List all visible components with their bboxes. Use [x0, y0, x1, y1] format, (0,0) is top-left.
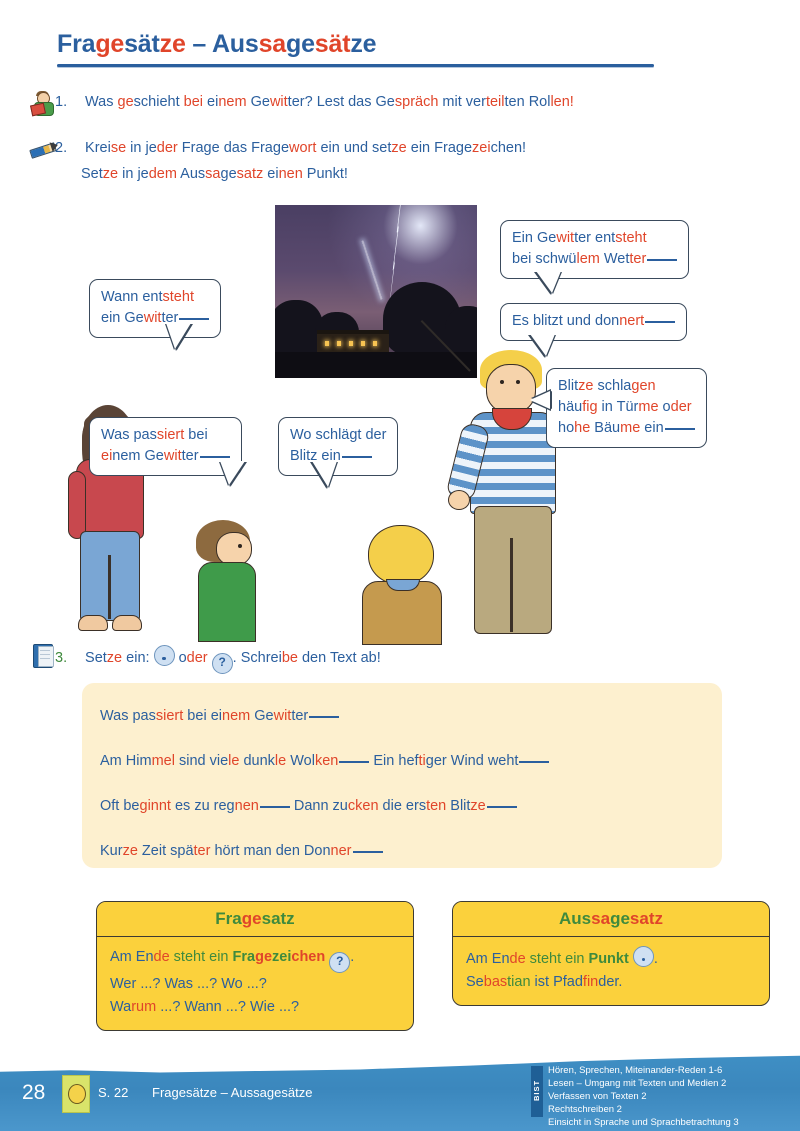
text-syllable: ein und set [316, 140, 392, 156]
text-syllable: me [638, 399, 659, 415]
summary-body-aussagesatz [453, 937, 769, 1005]
text-syllable: die ers [378, 798, 427, 814]
text-syllable: bas [483, 974, 508, 990]
text-syllable: Rol [528, 94, 551, 110]
answer-blank[interactable] [665, 428, 695, 430]
footer-running-title: Fragesätze – Aussagesätze [152, 1085, 313, 1100]
text-syllable: o [174, 650, 187, 666]
text-syllable: Blit [558, 378, 579, 394]
text-syllable: Wo schlägt der [290, 427, 387, 443]
text-syllable: ein Frage [406, 140, 473, 156]
text-syllable: chen [291, 949, 326, 965]
text-syllable: ein [640, 420, 664, 436]
text-syllable: mel [151, 753, 175, 769]
text-syllable: ze [391, 140, 407, 156]
text-syllable: Wa [110, 999, 132, 1015]
text-syllable: in Tür [597, 399, 639, 415]
page-number: 28 [22, 1081, 46, 1104]
text-syllable: ter [629, 251, 647, 267]
text-syllable: steht ein [169, 949, 233, 965]
text-syllable: Ge [250, 708, 274, 724]
speech-bubble-tail [166, 323, 191, 349]
text-syllable: häu [558, 399, 583, 415]
competence-line: Verfassen von Texten 2 [548, 1091, 647, 1102]
summary-body-fragesatz [97, 937, 413, 1030]
text-syllable: Fra [215, 909, 242, 928]
speech-bubble-wann-entsteht [89, 279, 221, 338]
text-syllable: nem [218, 94, 247, 110]
pencil-icon [30, 136, 56, 162]
text-syllable: der [186, 650, 212, 666]
text-syllable: satz [261, 909, 295, 928]
text-syllable: Wol [286, 753, 315, 769]
window-light [361, 341, 365, 346]
text-syllable: spräch [394, 94, 439, 110]
page-title [57, 30, 757, 59]
practice-line [100, 840, 383, 862]
text-syllable: Blitz ein [290, 448, 341, 464]
text-syllable: Fra [57, 30, 96, 58]
text-syllable: Fra [232, 949, 256, 965]
character-boy-blond-back [360, 525, 448, 640]
bubble-line [558, 376, 695, 397]
bubble-line [101, 446, 230, 467]
text-syllable: le [228, 753, 240, 769]
text-syllable: ge [241, 909, 262, 928]
text-syllable: Ge [375, 94, 395, 110]
boy-with-book-icon [30, 90, 56, 116]
text-syllable: schla [593, 378, 632, 394]
bubble-line [558, 418, 695, 439]
lightning-photo [275, 205, 477, 378]
text-syllable: se [110, 140, 127, 156]
text-syllable: je [137, 166, 149, 182]
text-syllable: Wer ...? Was ...? Wo ...? [110, 976, 267, 992]
text-syllable: ze [578, 378, 594, 394]
boy-striped-eye [500, 380, 504, 384]
text-syllable: Es blitzt und don [512, 313, 620, 329]
text-syllable: steht ein [525, 951, 589, 967]
practice-line [100, 705, 339, 727]
text-syllable: ner [330, 843, 352, 859]
practice-line [100, 750, 549, 772]
text-syllable: ei [263, 166, 279, 182]
summary-heading-aussagesatz [453, 902, 769, 937]
illustration-scene [60, 195, 760, 645]
text-syllable: der. [598, 974, 623, 990]
bubble-line [101, 308, 209, 329]
text-syllable: der [670, 399, 692, 415]
answer-blank[interactable] [339, 761, 369, 763]
competence-line: Einsicht in Sprache und Sprachbetrachtung 3 [548, 1117, 739, 1128]
text-syllable: fig [582, 399, 598, 415]
page-footer [0, 1055, 800, 1131]
boy-green-eye [238, 544, 242, 548]
text-syllable: ein Ge [101, 310, 144, 326]
text-syllable: Bäu [590, 420, 621, 436]
text-syllable: Ge [246, 94, 270, 110]
text-syllable: den Text ab! [297, 650, 381, 666]
lightning-bolt-secondary [361, 240, 382, 300]
text-syllable: Was [85, 94, 118, 110]
task-3-number: 3. [55, 650, 68, 666]
text-syllable: sa [258, 30, 286, 58]
text-syllable: ge [220, 166, 237, 182]
text-syllable: ge [117, 94, 134, 110]
text-syllable: ter ent [574, 230, 616, 246]
task-3-text [85, 650, 381, 669]
speech-bubble-was-passiert [89, 417, 242, 476]
text-syllable: Aus [559, 909, 592, 928]
text-syllable: schieht [133, 94, 180, 110]
answer-blank[interactable] [260, 806, 290, 808]
text-syllable: ze [470, 798, 486, 814]
text-syllable: tian [507, 974, 531, 990]
boy-green-face [216, 532, 252, 566]
character-boy-green [190, 520, 268, 640]
boy-striped-leg-split [510, 538, 513, 632]
text-syllable: ei [101, 448, 113, 464]
text-syllable: ken [314, 753, 339, 769]
text-syllable: Oft be [100, 798, 140, 814]
text-syllable: sa [591, 909, 611, 928]
task-3 [55, 645, 755, 674]
text-syllable: de [509, 951, 526, 967]
text-syllable: ze [102, 166, 119, 182]
boy-striped-hand [448, 490, 470, 510]
woman-arm [68, 471, 86, 539]
summary-line [110, 946, 400, 973]
text-syllable: dunk [239, 753, 275, 769]
text-syllable: wit [556, 230, 575, 246]
window-light [373, 341, 377, 346]
boy-striped-face [486, 364, 536, 414]
answer-blank[interactable] [200, 456, 230, 458]
text-syllable: Kur [100, 843, 123, 859]
text-syllable: . Schrei [232, 650, 282, 666]
text-syllable: siert [155, 708, 184, 724]
title-underline [57, 64, 654, 67]
text-syllable: Blit [446, 798, 471, 814]
text-syllable: steht [615, 230, 647, 246]
text-syllable: . [653, 951, 658, 967]
summary-box-aussagesatz [452, 901, 770, 1006]
bubble-line [512, 311, 675, 332]
period-symbol-icon [633, 946, 654, 967]
boy-striped-eye [516, 380, 520, 384]
bubble-line [558, 397, 695, 418]
text-syllable: Am En [110, 949, 154, 965]
answer-blank[interactable] [179, 318, 209, 320]
task-1-number: 1. [55, 94, 68, 110]
text-syllable: bei schwü [512, 251, 577, 267]
woman-shoe [112, 615, 142, 631]
text-syllable: dem [148, 166, 177, 182]
task-2-text-line-1 [85, 140, 526, 156]
text-syllable: Wet [599, 251, 630, 267]
speech-bubble-es-blitzt [500, 303, 687, 341]
competence-line: Hören, Sprechen, Miteinander-Reden 1-6 [548, 1065, 723, 1076]
text-syllable: len! [550, 94, 574, 110]
text-syllable: chen! [490, 140, 527, 156]
text-syllable: ge [255, 949, 273, 965]
text-syllable: in [118, 166, 138, 182]
summary-heading-fragesatz [97, 902, 413, 937]
bubble-line [290, 425, 386, 446]
text-syllable: Am Him [100, 753, 152, 769]
summary-line [110, 973, 400, 996]
text-syllable: das [219, 140, 252, 156]
speech-bubble-wo-schlaegt [278, 417, 398, 476]
text-syllable: Frage [177, 140, 220, 156]
practice-line [100, 795, 517, 817]
exercise-book-icon [30, 642, 56, 668]
competence-line: Lesen – Umgang mit Texten und Medien 2 [548, 1078, 727, 1089]
text-syllable: bei [184, 427, 208, 443]
woman-leg-split [108, 555, 111, 619]
speech-bubble-tail [220, 461, 245, 485]
text-syllable: ter [181, 448, 199, 464]
speech-bubble-blitze-schlagen [546, 368, 707, 448]
bubble-line [101, 287, 209, 308]
boy-striped-trousers [474, 506, 552, 634]
text-syllable: – [185, 30, 212, 58]
text-syllable: Aus [211, 30, 259, 58]
answer-blank[interactable] [309, 716, 339, 718]
summary-line [466, 971, 756, 994]
answer-blank[interactable] [487, 806, 517, 808]
text-syllable: lem [576, 251, 600, 267]
text-syllable: Se [466, 974, 484, 990]
text-syllable: nem Ge [112, 448, 164, 464]
text-syllable: ter [291, 708, 309, 724]
task-1-text [85, 94, 574, 110]
text-syllable: der [156, 140, 178, 156]
text-syllable: bei [179, 94, 208, 110]
text-syllable: sät [314, 30, 351, 58]
speech-bubble-tail [536, 271, 561, 293]
text-syllable: ten [504, 94, 529, 110]
text-syllable: Ein Ge [512, 230, 557, 246]
text-syllable: ge [95, 30, 125, 58]
text-syllable: wit [163, 448, 182, 464]
speech-bubble-tail [530, 334, 555, 356]
text-syllable: ten [426, 798, 447, 814]
text-syllable: sa [205, 166, 221, 182]
text-syllable: Wann ent [101, 289, 163, 305]
text-syllable: wort [289, 140, 317, 156]
text-syllable: ter [193, 843, 211, 859]
bubble-line [101, 425, 230, 446]
text-syllable: Frage [251, 140, 290, 156]
text-syllable: ter [161, 310, 179, 326]
answer-blank[interactable] [645, 321, 675, 323]
text-syllable: Punkt [588, 951, 629, 967]
bubble-line [512, 228, 677, 249]
text-syllable: satz [629, 909, 663, 928]
text-syllable: ist Pfad [530, 974, 583, 990]
text-syllable: ...? Wann ...? Wie ...? [156, 999, 300, 1015]
text-syllable: siert [156, 427, 185, 443]
text-syllable: Punkt! [302, 166, 348, 182]
woman-shoe [78, 615, 108, 631]
text-syllable: satz [236, 166, 264, 182]
text-syllable: ter? [287, 94, 317, 110]
speech-bubble-tail [530, 391, 550, 409]
mascot-badge [62, 1075, 90, 1113]
text-syllable: ge [286, 30, 315, 58]
text-syllable: Lest das [316, 94, 376, 110]
text-syllable: zei [272, 949, 292, 965]
text-syllable: nert [619, 313, 645, 329]
icon-part-book-lines [40, 650, 50, 651]
text-syllable: ti [418, 753, 426, 769]
bubble-line [290, 446, 386, 467]
text-syllable: he [574, 420, 591, 436]
text-syllable: Aus [176, 166, 206, 182]
task-2-text-line-2 [81, 163, 755, 185]
text-syllable: wit [273, 708, 292, 724]
text-syllable: wit [143, 310, 162, 326]
mascot-icon [68, 1084, 86, 1104]
answer-blank[interactable] [647, 259, 677, 261]
text-syllable: gen [631, 378, 656, 394]
text-syllable: mit [438, 94, 466, 110]
text-syllable: nen [278, 166, 303, 182]
boy-blond-hair [368, 525, 434, 585]
text-syllable: teil [485, 94, 505, 110]
source-reference: S. 22 [98, 1085, 129, 1100]
text-syllable: . [350, 949, 355, 965]
text-practice-box[interactable] [82, 683, 722, 868]
answer-blank[interactable] [353, 851, 383, 853]
text-syllable: de [153, 949, 170, 965]
text-syllable: Dann zu [289, 798, 348, 814]
text-syllable: wit [269, 94, 288, 110]
answer-blank[interactable] [342, 456, 372, 458]
task-2 [55, 137, 755, 185]
text-syllable: Set [81, 166, 103, 182]
text-syllable: steht [162, 289, 194, 305]
task-2-number: 2. [55, 140, 68, 156]
text-syllable: o [658, 399, 671, 415]
text-syllable: ver [465, 94, 486, 110]
photo-ground [275, 352, 477, 378]
text-syllable: Was pas [100, 708, 156, 724]
text-syllable: ein: [122, 650, 154, 666]
speech-bubble-ein-gewitter [500, 220, 689, 279]
answer-blank[interactable] [519, 761, 549, 763]
speech-bubble-tail [312, 461, 337, 487]
text-syllable: ei [207, 94, 219, 110]
text-syllable: rum [131, 999, 157, 1015]
text-syllable: Zeit spä [137, 843, 194, 859]
text-syllable: zei [472, 140, 491, 156]
summary-line [110, 996, 400, 1019]
text-syllable: ze [350, 30, 377, 58]
text-syllable: ei [210, 708, 222, 724]
text-syllable: Ein hef [369, 753, 419, 769]
text-syllable: be [281, 650, 298, 666]
text-syllable: le [274, 753, 287, 769]
question-mark-symbol-icon: ? [329, 952, 350, 973]
text-syllable: nen [234, 798, 259, 814]
text-syllable: Was pas [101, 427, 157, 443]
text-syllable: Am En [466, 951, 510, 967]
competence-line: Rechtschreiben 2 [548, 1104, 622, 1115]
summary-box-fragesatz [96, 901, 414, 1031]
text-syllable: es zu reg [170, 798, 235, 814]
text-syllable: sät [124, 30, 160, 58]
bist-label: BIST [531, 1066, 543, 1117]
text-syllable: Set [85, 650, 107, 666]
window-light [337, 341, 341, 346]
text-syllable: ze [159, 30, 186, 58]
text-syllable: me [620, 420, 641, 436]
text-syllable: bei [183, 708, 211, 724]
text-syllable: ge [610, 909, 630, 928]
bubble-line [512, 249, 677, 270]
window-light [349, 341, 353, 346]
text-syllable: nem [222, 708, 251, 724]
text-syllable: cken [347, 798, 379, 814]
period-symbol-icon [154, 645, 175, 666]
text-syllable: ger Wind weht [425, 753, 519, 769]
task-1 [55, 91, 755, 113]
text-syllable: fin [582, 974, 599, 990]
text-syllable: sind vie [174, 753, 229, 769]
text-syllable: ho [558, 420, 575, 436]
window-light [325, 341, 329, 346]
text-syllable: ginnt [139, 798, 171, 814]
text-syllable: je [145, 140, 157, 156]
text-syllable: hört man den Don [210, 843, 331, 859]
summary-line [466, 946, 756, 971]
text-syllable: ze [106, 650, 123, 666]
boy-green-shirt [198, 562, 256, 642]
text-syllable: in [126, 140, 146, 156]
text-syllable: Krei [85, 140, 111, 156]
text-syllable: ze [122, 843, 138, 859]
question-mark-symbol-icon: ? [212, 653, 233, 674]
